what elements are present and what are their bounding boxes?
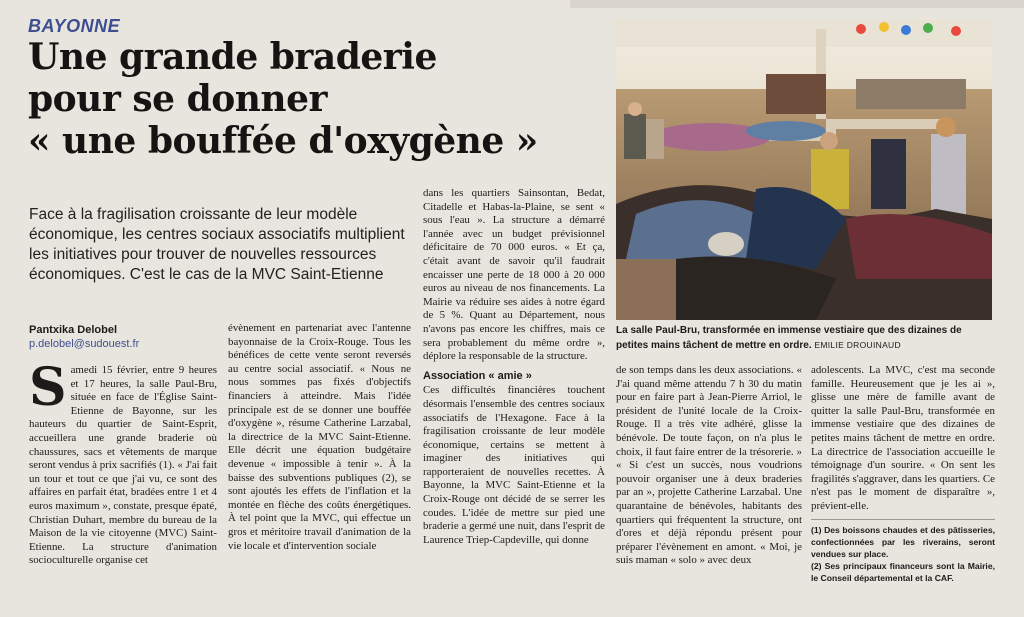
section-subhead: Association « amie » [423,369,532,382]
body-text-1: amedi 15 février, entre 9 heures et 17 heures, la salle Paul-Bru, située en face de l'Église Saint-Etienne de Bayonne, sur les hauteurs du quartier de Saint-Esprit, accueillera une grande braderie où chaussures, sacs et vêtements de marque seront vendus à prix sacrifiés (1). « J'ai fait un tour et tout ce que j'ai vu, ce sont des affaires en parfait état, bradées entre 1 et 4 euros maximum », constate, presque épaté, Christian Duhart, membre du bureau de la Maison de la vie citoyenne (MVC) Saint-Etienne. La structure d'animation socioculturelle organise cet [29,364,217,567]
body-text-5: adolescents. La MVC, c'est ma seconde famille. Heureusement que je les ai », glisse une mère de famille avant de quitter la salle Paul-Bru, transformée en immense vestiaire que des dizaines de petites mains tâchent de mettre en ordre. La directrice de l'association accueille le témoignage d'un sourire. « On sent les fragilités s'aggraver, dans les quartiers. Ce n'est pas le moment de disparaître », prévient-elle. [811,364,995,512]
body-column-3 [423,187,605,547]
body-text-4: de son temps dans les deux associations. « J'ai quand même attendu 7 h 30 du matin pour en faire part à Jean-Pierre Arriol, le président de l'unité locale de la Croix-Rouge. Il a très vite adhéré, glisse la bénévole. De toute façon, on n'a plus le choix, il faut faire entrer de la trésorerie. » « Si c'est un succès, nous voudrions pouvoir organiser une à deux braderies par an », projette Catherine Larzabal. Une quarantaine de bénévoles, habitants des quartiers qui fréquentent la structure, ont d'ores et déjà répondu présent pour préparer l'évènement en amont. « Moi, je suis maman « solo » avec deux [616,364,802,567]
headline-line-3: « une bouffée d'oxygène » [28,120,538,162]
byline-email[interactable]: p.delobel@sudouest.fr [29,338,140,350]
byline [29,323,229,351]
article-photo [616,19,992,320]
adjacent-page-edge [570,0,1024,8]
footnote-2: (2) Ses principaux financeurs sont la Mairie, le Conseil départemental et la CAF. [811,560,995,583]
article-intro: Face à la fragilisation croissante de leur modèle économique, les centres sociaux associatifs multiplient les initiatives pour trouver de nouvelles ressources économiques. C'est le cas de la MVC Saint-Etienne [29,206,405,283]
photo-caption [616,324,992,353]
body-text-2: évènement en partenariat avec l'antenne bayonnaise de la Croix-Rouge. Tous les bénéfices de cette vente seront reversés au centre social associatif. « Nous ne nous sommes pas fixés d'objectifs financiers à atteindre. Mais l'idée principale est de se donner une bouffée d'oxygène », résume Catherine Larzabal, la directrice de la MVC Saint-Etienne. Elle décrit une équation budgétaire devenue « impossible à tenir ». À la baisse des subventions publiques (2), se sont ajoutés les effets de l'inflation et la montée en flèche des coûts énergétiques. À tel point que la MVC, qui effectue un gros et méritoire travail d'animation de la vie locale et d'intervention sociale [228,322,411,552]
body-text-3a: dans les quartiers Sainsontan, Bedat, Citadelle et Habas-la-Plaine, se sent « sous l'eau ». La structure a démarré l'année avec un budget prévisionnel déficitaire de 70 000 euros. « Et ça, c'était avant de savoir qu'il faudrait encaisser une perte de 18 000 à 20 000 euros au niveau de nos financements. La Mairie va réduire ses aides à notre égard de 5 %. Quant au Département, nous n'avons pas encore les chiffres, mais ce sera probablement du même ordre », déplore la responsable de la structure. [423,187,605,363]
headline-line-2: pour se donner [28,78,327,120]
photo-credit: EMILIE DROUINAUD [814,340,901,350]
byline-author: Pantxika Delobel [29,324,118,336]
article-kicker: BAYONNE [28,16,121,36]
drop-cap: S [29,357,67,418]
body-column-4 [616,364,802,568]
article-headline [28,36,608,162]
headline-line-1: Une grande braderie [28,36,437,78]
caption-text: La salle Paul-Bru, transformée en immense vestiaire que des dizaines de petites mains tâchent de mettre en ordre. [616,325,962,351]
body-text-3b: Ces difficultés financières touchent désormais l'ensemble des centres sociaux associatifs de l'Hexagone. Face à la fragilisation croissante de leur modèle économique, certains se mettent à imaginer des initiatives qui rapporteraient de nouvelles recettes. À Bayonne, la MVC Saint-Etienne et la Croix-Rouge ont décidé de se serrer les coudes. L'idée de mettre sur pied une braderie a germé une nuit, dans l'esprit de Laurence Triep-Capdeville, qui donne [423,384,605,546]
body-column-5 [811,364,995,584]
clothing-sale-hall-image [616,19,992,320]
body-column-2 [228,322,411,553]
footnotes [811,519,995,584]
body-column-1 [29,357,217,568]
footnote-1: (1) Des boissons chaudes et des pâtisseries, confectionnées par les riverains, seront vendues sur place. [811,524,995,559]
